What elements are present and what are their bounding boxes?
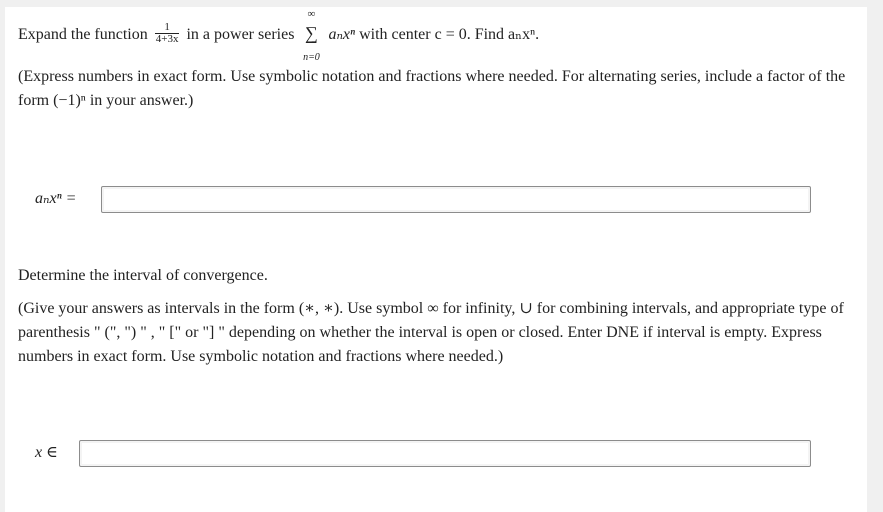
answer1-label: aₙxⁿ = <box>35 190 77 207</box>
fraction-denominator: 4+3x <box>155 32 179 45</box>
instructions-2: (Give your answers as intervals in the form (∗, ∗). Use symbol ∞ for infinity, ∪ for combining intervals, and appropriate type of parenthesis " (", ") " , " [" or "] " depending on whether the interval is open or closed. Enter DNE if interval is empty. Express numbers in exact form. Use symbolic notation and fractions where needed.) <box>18 300 844 365</box>
interval-answer-input[interactable] <box>79 440 811 467</box>
q1-mid: in a power series <box>186 26 295 43</box>
sigma-upper-limit: ∞ <box>307 8 316 21</box>
question-interval: Determine the interval of convergence. <box>18 267 268 284</box>
q1-prefix: Expand the function <box>18 26 148 43</box>
series-term: aₙxⁿ <box>328 26 356 43</box>
sigma-glyph: ∑ <box>305 23 318 44</box>
function-fraction <box>155 22 180 45</box>
question-expand-function <box>18 8 540 64</box>
instructions-1: (Express numbers in exact form. Use symbolic notation and fractions where needed. For alternating series, include a factor of the form (−1)ⁿ in your answer.) <box>18 68 846 109</box>
fraction-numerator: 1 <box>155 22 180 34</box>
summation-symbol <box>301 8 321 64</box>
sigma-lower-limit: n=0 <box>303 52 320 64</box>
q1-suffix: with center c = 0. Find aₙxⁿ. <box>359 26 540 43</box>
answer2-label: x ∈ <box>35 444 58 461</box>
question-panel <box>5 7 867 512</box>
series-term-answer-input[interactable] <box>101 186 811 213</box>
